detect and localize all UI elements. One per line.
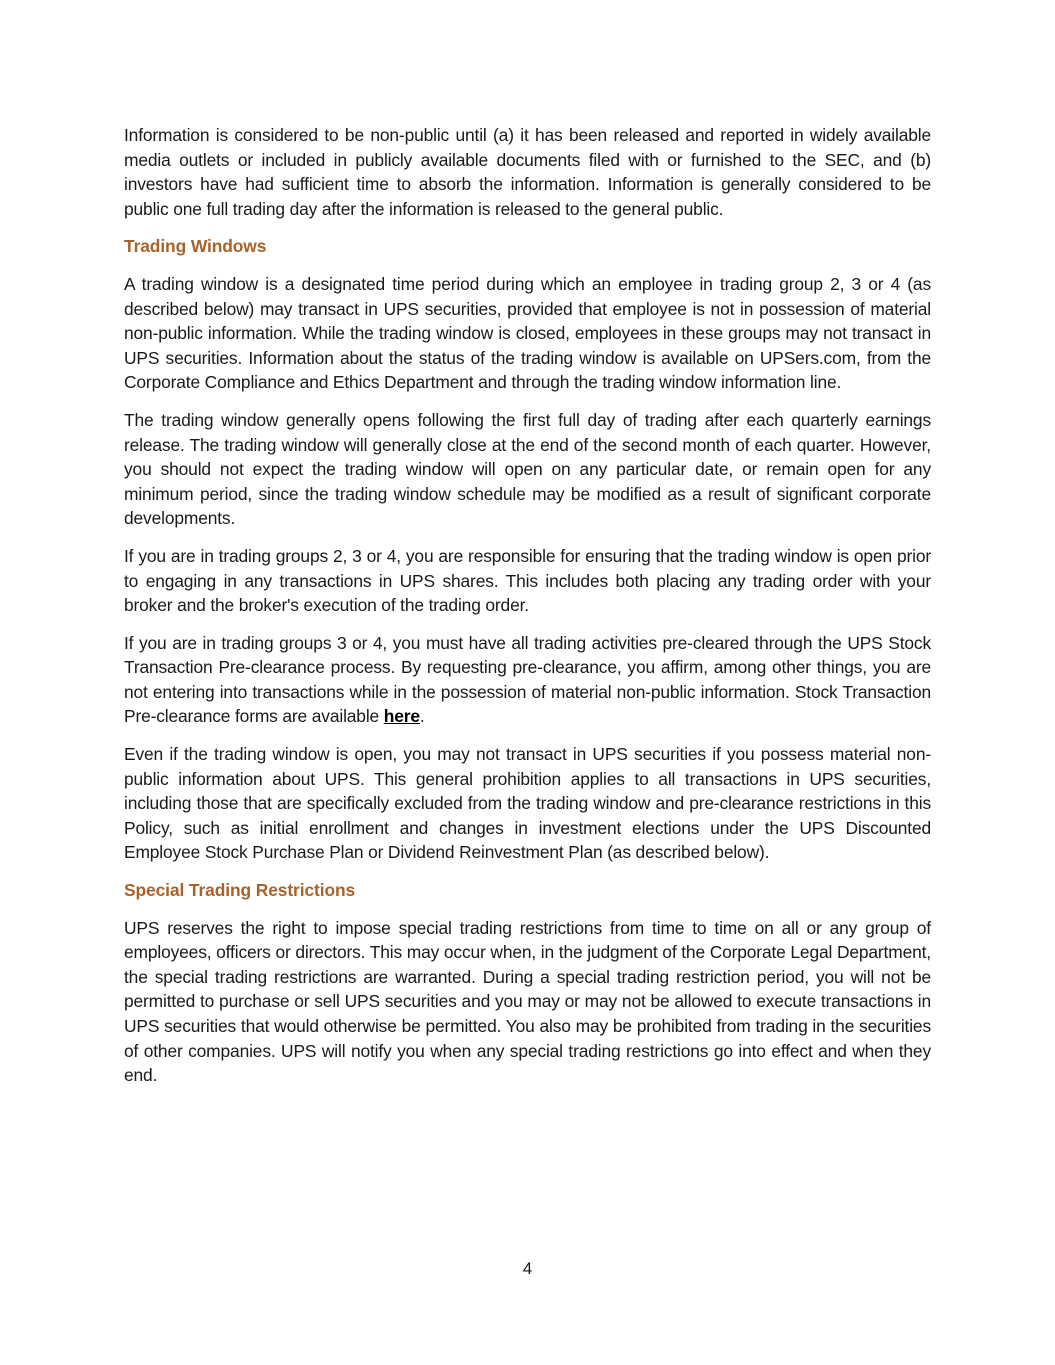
document-body: [124, 123, 931, 1101]
paragraph-non-public-definition: Information is considered to be non-public until (a) it has been released and reported in widely available media outlets or included in publicly available documents filed with or furnished to the SEC, and (b) investors have had sufficient time to absorb the information. Information is generally considered to be public one full trading day after the information is released to the general public.: [124, 125, 931, 219]
heading-trading-windows: Trading Windows: [124, 236, 267, 257]
page-number: 4: [522, 1259, 533, 1278]
pre-clearance-period: .: [419, 706, 425, 727]
paragraph-pre-clearance: [124, 631, 931, 729]
pre-clearance-text: If you are in trading groups 3 or 4, you must have all trading activities pre-cleared through the UPS Stock Transaction Pre-clearance process. By requesting pre-clearance, you affirm, among other things, you are not entering into transactions while in the possession of material non-public information. Stock Transaction Pre-clearance forms are available: [124, 632, 931, 727]
pre-clearance-forms-link[interactable]: here: [383, 706, 420, 727]
paragraph-trading-window-definition: A trading window is a designated time period during which an employee in trading group 2, 3 or 4 (as described below) may transact in UPS securities, provided that employee is not in possession of material non-public information. While the trading window is closed, employees in these groups may not transact in UPS securities. Information about the status of the trading window is available on UPSers.com, from the Corporate Compliance and Ethics Department and through the trading window information line.: [124, 273, 931, 393]
paragraph-material-info-prohibition: Even if the trading window is open, you may not transact in UPS securities if you possess material non-public information about UPS. This general prohibition applies to all transactions in UPS securities, including those that are specifically excluded from the trading window and pre-clearance restrictions in this Policy, such as initial enrollment and changes in investment elections under the UPS Discounted Employee Stock Purchase Plan or Dividend Reinvestment Plan (as described below).: [124, 744, 931, 863]
paragraph-trading-window-responsibility: If you are in trading groups 2, 3 or 4, you are responsible for ensuring that the trading window is open prior to engaging in any transactions in UPS shares. This includes both placing any trading order with your broker and the broker's execution of the trading order.: [124, 545, 931, 616]
paragraph-special-restrictions: UPS reserves the right to impose special trading restrictions from time to time on all or any group of employees, officers or directors. This may occur when, in the judgment of the Corporate Legal Department, the special trading restrictions are warranted. During a special trading restriction period, you will not be permitted to purchase or sell UPS securities and you may or may not be allowed to execute transactions in UPS securities that would otherwise be permitted. You also may be prohibited from trading in the securities of other companies. UPS will notify you when any special trading restrictions go into effect and when they end.: [124, 917, 931, 1086]
heading-special-trading-restrictions: Special Trading Restrictions: [124, 880, 356, 901]
paragraph-trading-window-schedule: The trading window generally opens following the first full day of trading after each quarterly earnings release. The trading window will generally close at the end of the second month of each quarter. However, you should not expect the trading window will open on any particular date, or remain open for any minimum period, since the trading window schedule may be modified as a result of significant corporate developments.: [124, 409, 931, 529]
